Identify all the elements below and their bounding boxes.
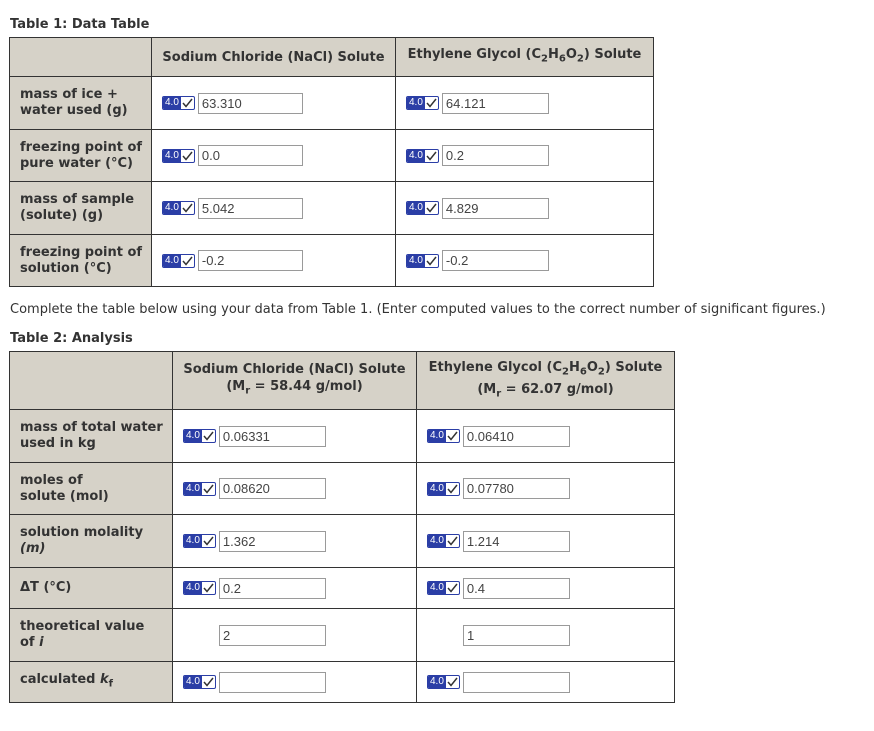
table-row [10, 609, 675, 662]
score-badge-icon: 4.0 [406, 254, 439, 268]
nacl-mass-total-water-field[interactable]: 0.06331 [219, 426, 326, 447]
score-badge-icon: 4.0 [427, 482, 460, 496]
instructions-text: Complete the table below using your data from Table 1. (Enter computed values to the correct number of significant figures.) [10, 302, 826, 317]
score-badge-icon: 4.0 [406, 201, 439, 215]
nacl-mass-sample-field[interactable]: 5.042 [198, 198, 303, 219]
row-label-fp-pure-water: freezing point of pure water (°C) [10, 130, 152, 182]
row-label-mass-sample: mass of sample (solute) (g) [10, 182, 152, 235]
nacl-mass-ice-water-field[interactable]: 63.310 [198, 93, 303, 114]
table-row [10, 77, 654, 130]
eg-mass-sample-field[interactable]: 4.829 [442, 198, 549, 219]
score-badge-icon: 4.0 [427, 534, 460, 548]
score-badge-icon: 4.0 [162, 201, 195, 215]
nacl-delta-t-field[interactable]: 0.2 [219, 578, 326, 599]
table-row [10, 410, 675, 463]
table2-col-nacl: Sodium Chloride (NaCl) Solute ($M_r = 58.44$ g/mol) [173, 352, 417, 410]
table-row [10, 463, 675, 515]
nacl-fp-solution-field[interactable]: -0.2 [198, 250, 303, 271]
eg-theoretical-i-field[interactable]: 1 [463, 625, 570, 646]
score-badge-icon: 4.0 [427, 429, 460, 443]
table-row [10, 515, 675, 568]
table2-col-ethylene-glycol: Ethylene Glycol $(C_2H_6O_2)$ Solute ($M_r = 62.07$ g/mol) [417, 352, 675, 410]
table2-corner [10, 352, 173, 410]
table1-corner [10, 38, 152, 77]
table-row [10, 662, 675, 703]
table1-col-ethylene-glycol: Ethylene Glycol $(C_2H_6O_2)$ Solute [396, 38, 654, 77]
score-badge-icon: 4.0 [427, 581, 460, 595]
table-row [10, 182, 654, 235]
eg-fp-solution-field[interactable]: -0.2 [442, 250, 549, 271]
table2-caption: Table 2: Analysis [10, 331, 133, 346]
data-table [9, 37, 654, 287]
row-label-moles-solute: moles of solute (mol) [10, 463, 173, 515]
eg-molality-field[interactable]: 1.214 [463, 531, 570, 552]
row-label-fp-solution: freezing point of solution (°C) [10, 235, 152, 287]
score-badge-icon: 4.0 [183, 675, 216, 689]
nacl-fp-pure-water-field[interactable]: 0.0 [198, 145, 303, 166]
nacl-theoretical-i-field[interactable]: 2 [219, 625, 326, 646]
analysis-table [9, 351, 675, 703]
table1-col-nacl: Sodium Chloride (NaCl) Solute [152, 38, 396, 77]
score-badge-icon: 4.0 [183, 581, 216, 595]
row-label-molality: solution molality (m) [10, 515, 173, 568]
eg-mass-ice-water-field[interactable]: 64.121 [442, 93, 549, 114]
row-label-mass-total-water: mass of total water used in kg [10, 410, 173, 463]
score-badge-icon: 4.0 [406, 96, 439, 110]
score-badge-icon: 4.0 [162, 254, 195, 268]
eg-delta-t-field[interactable]: 0.4 [463, 578, 570, 599]
table-row [10, 130, 654, 182]
table-row [10, 568, 675, 609]
nacl-molality-field[interactable]: 1.362 [219, 531, 326, 552]
eg-moles-solute-field[interactable]: 0.07780 [463, 478, 570, 499]
score-badge-icon: 4.0 [162, 149, 195, 163]
row-label-delta-t: ΔT (°C) [10, 568, 173, 609]
table1-caption: Table 1: Data Table [10, 17, 150, 32]
eg-mass-total-water-field[interactable]: 0.06410 [463, 426, 570, 447]
table-row [10, 235, 654, 287]
eg-calculated-kf-field[interactable] [463, 672, 570, 693]
score-badge-icon: 4.0 [406, 149, 439, 163]
cut-off-text-strip [0, 0, 874, 6]
score-badge-icon: 4.0 [183, 429, 216, 443]
nacl-calculated-kf-field[interactable] [219, 672, 326, 693]
nacl-moles-solute-field[interactable]: 0.08620 [219, 478, 326, 499]
score-badge-icon: 4.0 [183, 482, 216, 496]
score-badge-icon: 4.0 [183, 534, 216, 548]
row-label-calculated-kf: calculated $k_f$ [10, 662, 173, 703]
row-label-theoretical-i: theoretical value of i [10, 609, 173, 662]
row-label-mass-ice-water: mass of ice + water used (g) [10, 77, 152, 130]
score-badge-icon: 4.0 [427, 675, 460, 689]
eg-fp-pure-water-field[interactable]: 0.2 [442, 145, 549, 166]
score-badge-icon: 4.0 [162, 96, 195, 110]
